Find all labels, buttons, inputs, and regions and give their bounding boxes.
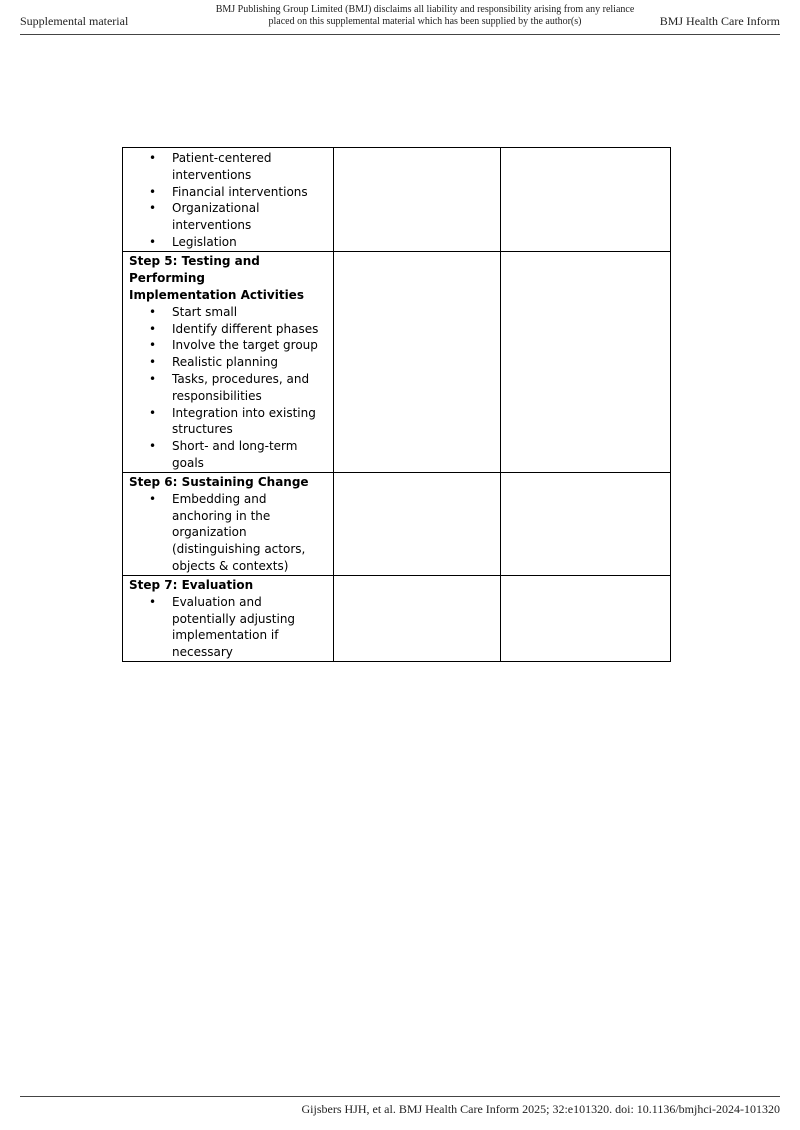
table-cell-empty [334,251,501,472]
header-left: Supplemental material [20,14,129,28]
footer-divider [20,1096,780,1097]
bullet-list [129,491,327,575]
list-item: • Involve the target group [129,337,327,354]
list-item: • Patient-centered interventions [129,150,327,184]
step-title-line: Implementation Activities [129,287,304,302]
bullet-list [129,594,327,661]
table-cell-empty [334,148,501,252]
bullet-list [129,304,327,472]
list-item: • Integration into existing structures [129,405,327,439]
header-disclaimer [190,4,660,27]
list-item: • Legislation [129,234,327,251]
list-item: • Short- and long-term goals [129,438,327,472]
step-title: Step 7: Evaluation [129,577,254,592]
table-row [123,472,671,575]
list-item: • Embedding and anchoring in the organization (distinguishing actors, objects & contexts) [129,491,327,575]
footer-citation: Gijsbers HJH, et al. BMJ Health Care Inform 2025; 32:e101320. doi: 10.1136/bmjhci-2024-101320 [301,1102,780,1116]
step-title: Step 6: Sustaining Change [129,474,309,489]
list-item: • Financial interventions [129,184,327,201]
list-item: • Realistic planning [129,354,327,371]
list-item: • Start small [129,304,327,321]
table-cell-empty [501,472,671,575]
list-item: • Identify different phases [129,321,327,338]
list-item: • Evaluation and potentially adjusting implementation if necessary [129,594,327,661]
list-item: • Tasks, procedures, and responsibilities [129,371,327,405]
table-cell-step [123,472,334,575]
table-row [123,251,671,472]
step-title [129,253,327,304]
header-disclaimer-line2: placed on this supplemental material which has been supplied by the author(s) [268,15,582,27]
table-cell-step [123,148,334,252]
table-cell-empty [334,575,501,661]
table-row [123,575,671,661]
table-cell-empty [501,575,671,661]
header-right: BMJ Health Care Inform [659,14,780,28]
table-row [123,148,671,252]
implementation-steps-table [122,147,671,662]
bullet-list [129,149,327,251]
header-divider [20,34,780,35]
table-cell-empty [501,148,671,252]
list-item: • Organizational interventions [129,200,327,234]
table-cell-empty [334,472,501,575]
table-cell-empty [501,251,671,472]
step-title-line: Step 5: Testing and Performing [129,253,260,285]
table-cell-step [123,575,334,661]
header-disclaimer-line1: BMJ Publishing Group Limited (BMJ) disclaims all liability and responsibility arising from any reliance [215,4,635,15]
table-cell-step [123,251,334,472]
